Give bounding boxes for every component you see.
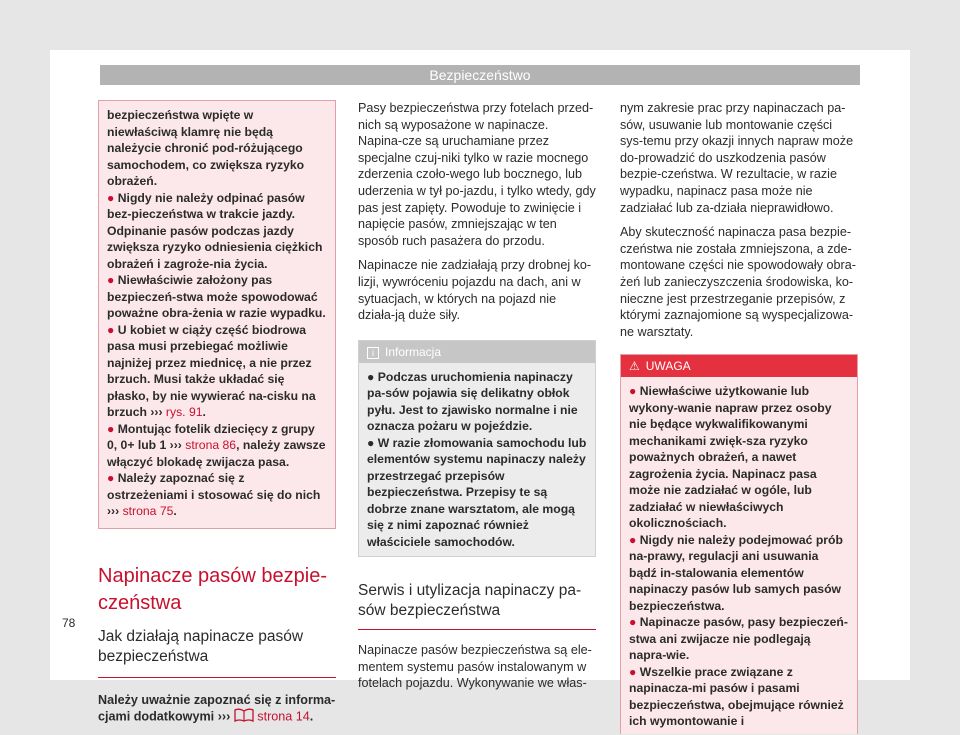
info-box (358, 340, 596, 558)
column-1 (98, 100, 336, 735)
subsection-title: Jak działają napinacze pasów bezpieczeństwa (98, 627, 336, 678)
section-title: Serwis i utylizacja napinaczy pa-sów bezpieczeństwa (358, 581, 596, 630)
paragraph: Napinacze pasów bezpieczeństwa są ele-mentem systemu pasów instalowanym w fotelach pojazdu. Wykonywanie we włas- (358, 643, 592, 691)
warning-header: ⚠ UWAGA (621, 355, 857, 377)
book-icon (234, 708, 254, 727)
paragraph: Pasy bezpieczeństwa przy fotelach przed-nich są wyposażone w napinacze. Napina-cze są uruchamiane przez specjalne czuj-niki tylko w razie mocnego zderzenia czoło-wego lub bocznego, lub uderzenia w tył po-jazdu, i tylko wtedy, gdy pas jest zapięty. Powoduje to zwinięcie i napięcie pasów, zmniejszając w ten sposób ruch pasażera do przodu. (358, 101, 596, 248)
paragraph: Aby skuteczność napinacza pasa bezpie-czeństwa nie została zmniejszona, a zde-montowane części nie spowodowały obra-żeń lub zanieczyszczenia środowiska, ko-nieczne jest przestrzeganie przepisów, z którymi zaznajomione są wyspecjalizowa-ne warsztaty. (620, 225, 856, 339)
paragraph: Napinacze nie zadziałają przy drobnej ko-lizji, wywróceniu pojazdu na dach, ani w sytuacjach, w których na pojazd nie działa-ją duże siły. (358, 258, 592, 323)
info-bullet: ● W razie złomowania samochodu lub elementów systemu napinaczy należy przestrzegać przepisów bezpieczeństwa. Przepisy te są dobrze znane warsztatom, ale mogą się z nimi zapoznać również właściciele samochodów. (367, 435, 587, 549)
info-header: i Informacja (359, 341, 595, 363)
warning-box-continued (98, 100, 336, 529)
intro-text: Należy uważnie zapoznać się z informa-cjami dodatkowymi ››› strona 14. (98, 692, 336, 727)
warning-bullet: ● Wszelkie prace związane z napinacza-mi pasów i pasami bezpieczeństwa, obejmujące również ich wymontowanie i (629, 664, 844, 729)
info-icon: i (367, 347, 379, 359)
page-link[interactable]: strona 75 (122, 504, 174, 518)
warning-bullet: ● Nigdy nie należy odpinać pasów bez-pieczeństwa w trakcie jazdy. Odpinanie pasów podczas jazdy zwiększa ryzyko odniesienia ciężkich obrażeń i zagroże-nia życia. (107, 190, 323, 271)
warning-bullet: ● U kobiet w ciąży część biodrowa pasa musi przebiegać możliwie najniżej przez miednicę, a nie przez brzuch. Musi także układać się płasko, by nie wywierać na-cisku na brzuch ››› rys. 91. (107, 322, 316, 419)
column-2 (358, 100, 596, 700)
warning-bullet: ● Montując fotelik dziecięcy z grupy 0, 0+ lub 1 ››› strona 86, należy zawsze włączyć blokadę zwijacza pasa. (107, 421, 326, 469)
figure-link[interactable]: rys. 91 (165, 405, 203, 419)
page-link[interactable]: strona 86 (185, 438, 237, 452)
warning-box (620, 354, 858, 734)
warning-bullet: ● Nigdy nie należy podejmować prób na-prawy, regulacji ani usuwania bądź in-stalowania elementów napinaczy pasów lub samych pasów bezpieczeństwa. (629, 532, 843, 613)
info-bullet: ● Podczas uruchomienia napinaczy pa-sów pojawia się delikatny obłok pyłu. Jest to zjawisko normalne i nie oznacza pożaru w pojeździe. (367, 369, 578, 434)
page-link[interactable]: strona 14 (257, 709, 310, 724)
section-title: Napinacze pasów bezpie-czeństwa (98, 564, 328, 614)
paragraph: nym zakresie prac przy napinaczach pa-sów, usuwanie lub montowanie części sys-temu przy okazji innych napraw może do-prowadzić do uszkodzenia pasów bezpie-czeństwa. W rezultacie, w razie wypadku, napinacz pasa może nie zadziałać lub za-działa nieprawidłowo. (620, 101, 854, 215)
column-3 (620, 100, 858, 734)
warning-bullet: ● Napinacze pasów, pasy bezpieczeń-stwa ani zwijacze nie podlegają napra-wie. (629, 615, 848, 663)
page-number: 78 (62, 616, 76, 630)
warning-bullet: ● Należy zapoznać się z ostrzeżeniami i stosować się do nich ››› strona 75. (107, 471, 321, 518)
warning-text: bezpieczeństwa wpięte w niewłaściwą klamrę nie będą należycie chronić pod-różującego samochodem, co zwiększa ryzyko obrażeń. (107, 108, 305, 188)
warning-bullet: ● Niewłaściwie założony pas bezpieczeń-stwa może spowodować poważne obra-żenia w razie wypadku. (107, 273, 326, 320)
warning-bullet: ● Niewłaściwe użytkowanie lub wykony-wanie napraw przez osoby nie będące wykwalifikowanymi mechanikami zwięk-sza ryzyko poważnych obrażeń, a nawet zagrożenia życia. Napinacz pasa może nie zadziałać w ogóle, lub zadziałać w niewłaściwych okolicznościach. (629, 384, 832, 531)
warning-icon: ⚠ (629, 359, 640, 374)
page-header: Bezpieczeństwo (100, 65, 860, 85)
